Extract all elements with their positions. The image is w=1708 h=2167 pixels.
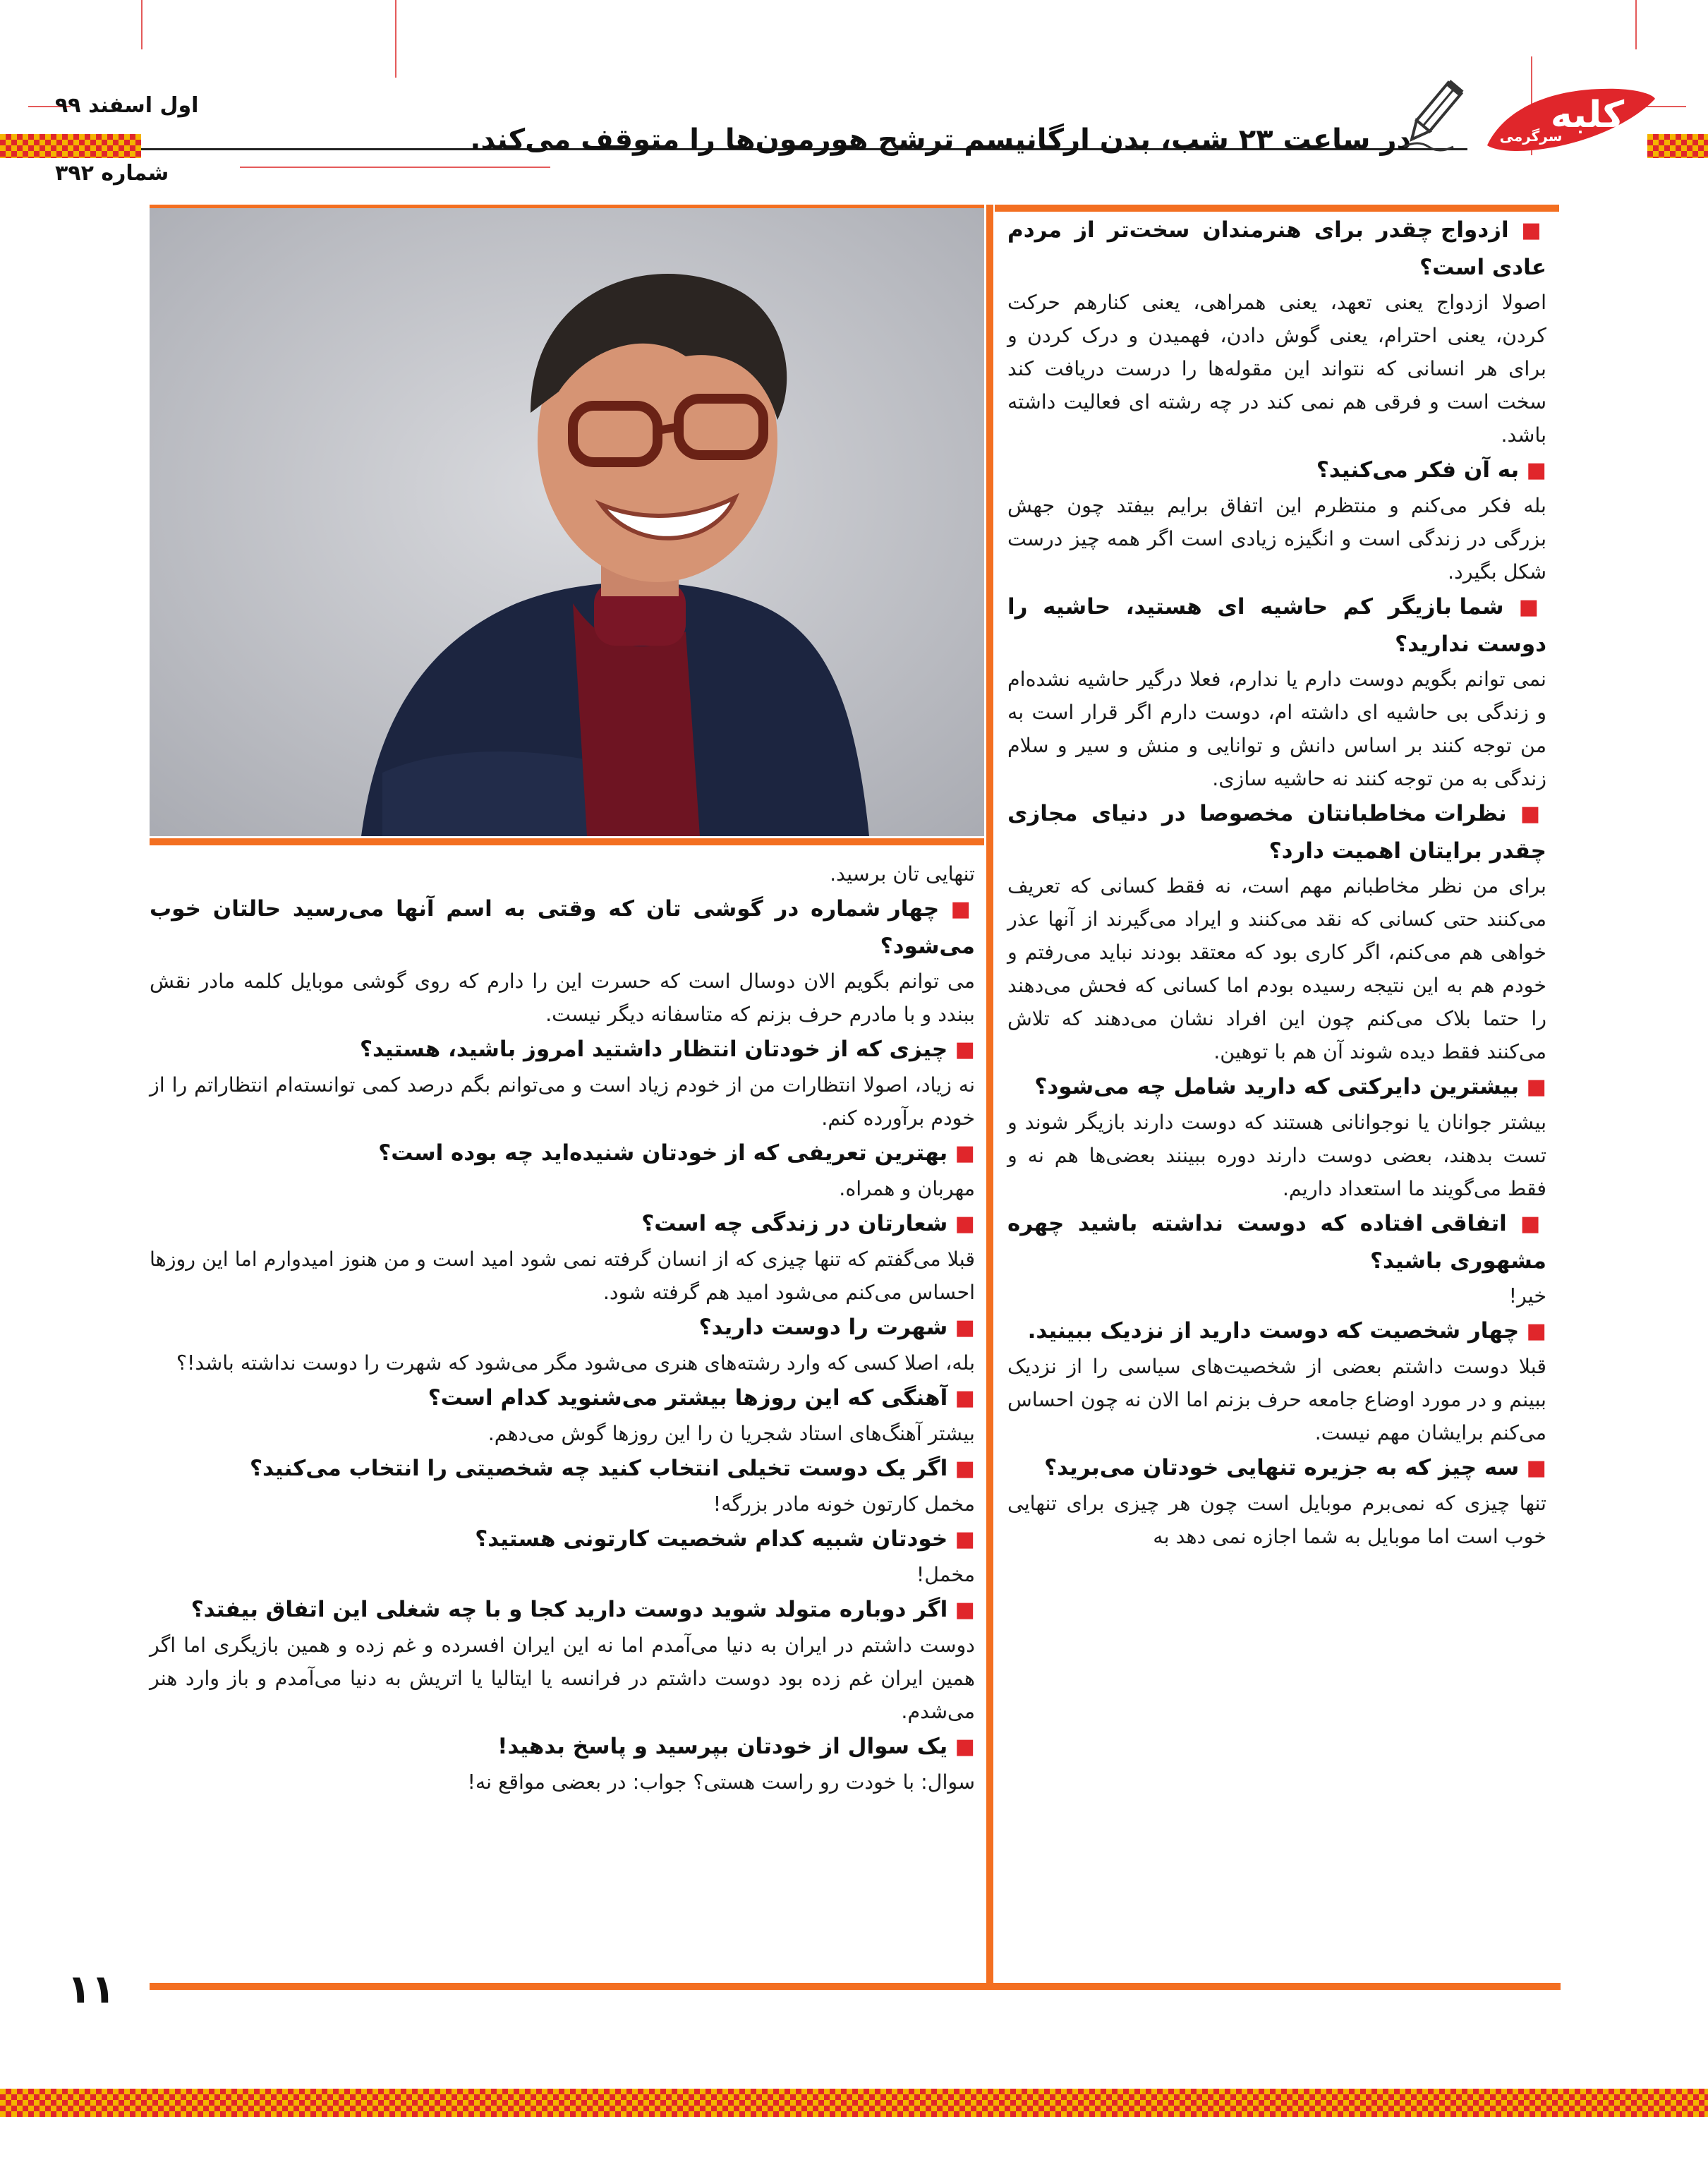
question: ■ شهرت را دوست دارید؟ [150, 1309, 975, 1346]
answer: قبلا دوست داشتم بعضی از شخصیت‌های سیاسی را از نزدیک ببینم و در مورد اوضاع جامعه حرف بزنم اما الان نه چون احساس می‌کنم برایشان مهم نیست. [1007, 1355, 1546, 1444]
question: ■ چیزی که از خودتان انتظار داشتید امروز باشید، هستید؟ [150, 1031, 975, 1068]
question: ■ نظرات مخاطبانتان مخصوصا در دنیای مجازی چقدر برایتان اهمیت دارد؟ [1007, 795, 1546, 869]
answer: مخمل کارتون خونه مادر بزرگه! [713, 1492, 975, 1516]
logo-text: کلبه [1550, 94, 1625, 136]
answer: نمی توانم بگویم دوست دارم یا ندارم، فعلا درگیر حاشیه نشده‌ام و زندگی بی حاشیه ای داشته ام، دوست دارم اگر قرار است به من توجه کنند بر اساس دانش و توانایی و منش و سیر و سلام زندگی به من توجه کنند نه حاشیه سازی. [1007, 668, 1546, 790]
question: ■ اگر یک دوست تخیلی انتخاب کنید چه شخصیتی را انتخاب می‌کنید؟ [150, 1450, 975, 1487]
orange-rule-bottom [150, 1983, 1561, 1990]
question: ■ یک سوال از خودتان بپرسید و پاسخ بدهید! [150, 1728, 975, 1765]
crop-mark [1635, 0, 1637, 49]
issue-info [55, 90, 217, 189]
pencil-icon [1397, 76, 1467, 154]
question: ■ آهنگی که این روزها بیشتر می‌شنوید کدام است؟ [150, 1380, 975, 1417]
crop-mark [240, 167, 550, 168]
answer: مهربان و همراه. [839, 1177, 975, 1200]
issue-date: اول اسفند ۹۹ [55, 93, 199, 118]
logo-subtext: سرگرمی [1499, 128, 1563, 145]
orange-rule-photo-bottom [150, 838, 984, 845]
page-number: ۱۱ [67, 1967, 116, 2012]
portrait-photo [150, 208, 984, 836]
crop-mark [395, 0, 396, 78]
headline: در ساعت ۲۳ شب، بدن ارگانیسم ترشح هورمون‌ها را متوقف می‌کند. [470, 123, 1411, 156]
answer: بله فکر می‌کنم و منتظرم این اتفاق برایم بیفتد چون جهش بزرگی در زندگی است و انگیزه زیادی است اگر همه چیز درست شکل بگیرد. [1007, 494, 1546, 584]
right-column [1007, 212, 1546, 1962]
answer: برای من نظر مخاطبانم مهم است، نه فقط کسانی که تعریف می‌کنند حتی کسانی که نقد می‌کنند و ایراد می‌گیرند از آنها عذر خواهی هم می‌کنم، اگر کاری بود که معتقد بودند نباید می‌رفتم و خودم هم به این نتیجه رسیده بودم اما کسانی که فحش می‌دهند را حتما بلاک می‌کنم چون این افراد نشان می‌دهند که تلاش می‌کنند فقط دیده شوند آن هم با توهین. [1007, 874, 1546, 1063]
question: ■ خودتان شبیه کدام شخصیت کارتونی هستید؟ [150, 1521, 975, 1558]
answer: بیشتر جوانان یا نوجوانانی هستند که دوست دارند بازیگر شوند و تست بدهند، بعضی دوست دارند دوره ببینند بعضی‌ها هم نه و فقط می‌گویند ما استعداد داریم. [1007, 1111, 1546, 1200]
kolbeh-logo [1482, 83, 1658, 154]
question: ■ چهار شخصیت که دوست دارید از نزدیک ببینید. [1007, 1312, 1546, 1350]
issue-number: شماره ۳۹۲ [55, 161, 169, 186]
question: ■ ازدواج چقدر برای هنرمندان سخت‌تر از مردم عادی است؟ [1007, 212, 1546, 286]
question: ■ سه چیز که به جزیره تنهایی خودتان می‌برید؟ [1007, 1449, 1546, 1487]
answer: سوال: با خودت رو راست هستی؟ جواب: در بعضی مواقع نه! [467, 1770, 975, 1794]
crop-mark [141, 0, 143, 49]
answer: می توانم بگویم الان دوسال است که حسرت این را دارم که روی گوشی موبایل کلمه مادر نقش ببندد و با مادرم حرف بزنم که متاسفانه دیگر نیست. [150, 970, 975, 1026]
left-column [150, 857, 975, 1972]
answer: بله، اصلا کسی که وارد رشته‌های هنری می‌شود مگر می‌شود که شهرت را دوست نداشته باشد!؟ [176, 1351, 975, 1375]
footer-checker [0, 2089, 1708, 2117]
question: ■ شما بازیگر کم حاشیه ای هستید، حاشیه را دوست ندارید؟ [1007, 588, 1546, 663]
answer: قبلا می‌گفتم که تنها چیزی که از انسان گرفته نمی شود امید است و من هنوز امیدوارم اما این روزها احساس می‌کنم می‌شود امید هم گرفته شود. [150, 1248, 975, 1304]
question: ■ بیشترین دایرکتی که دارید شامل چه می‌شود؟ [1007, 1068, 1546, 1106]
answer: اصولا ازدواج یعنی تعهد، یعنی همراهی، یعنی کنارهم حرکت کردن، یعنی احترام، یعنی گوش دادن، فهمیدن و درک کردن و برای هر انسانی که نتواند این مقوله‌ها را درست دریافت کند سخت است و فرقی هم نمی کند در چه رشته ای فعالیت داشته باشد. [1007, 291, 1546, 447]
question: ■ اگر دوباره متولد شوید دوست دارید کجا و با چه شغلی این اتفاق بیفتد؟ [150, 1591, 975, 1629]
question: ■ شعارتان در زندگی چه است؟ [150, 1205, 975, 1243]
orange-column-divider [986, 205, 993, 1990]
answer: خیر! [1508, 1284, 1546, 1308]
orange-rule-top-right [995, 205, 1559, 212]
question: ■ اتفاقی افتاده که دوست نداشته باشید چهره مشهوری باشید؟ [1007, 1205, 1546, 1279]
question: ■ به آن فکر می‌کنید؟ [1007, 452, 1546, 489]
question: ■ چهار شماره در گوشی تان که وقتی به اسم آنها می‌رسید حالتان خوب می‌شود؟ [150, 891, 975, 965]
question: ■ بهترین تعریفی که از خودتان شنیده‌اید چه بوده است؟ [150, 1135, 975, 1172]
answer: تنها چیزی که نمی‌برم موبایل است چون هر چیزی برای تنهایی خوب است اما موبایل به شما اجازه نمی دهد به [1007, 1492, 1546, 1548]
continued-text: تنهایی تان برسید. [830, 862, 975, 886]
answer: دوست داشتم در ایران به دنیا می‌آمدم اما نه این ایران افسرده و غم زده و همین بازیگری اما اگر همین ایران غم زده بود دوست داشتم در فرانسه یا ایتالیا یا اتریش به دنیا می‌آمدم و باز وارد هنر می‌شدم. [150, 1634, 975, 1723]
answer: نه زیاد، اصولا انتظارات من از خودم زیاد است و می‌توانم بگم درصد کمی توانسته‌ام انتظاراتم را از خودم برآورده کنم. [150, 1073, 975, 1130]
answer: بیشتر آهنگ‌های استاد شجریا ن را این روزها گوش می‌دهم. [487, 1422, 975, 1445]
answer: مخمل! [916, 1563, 975, 1586]
